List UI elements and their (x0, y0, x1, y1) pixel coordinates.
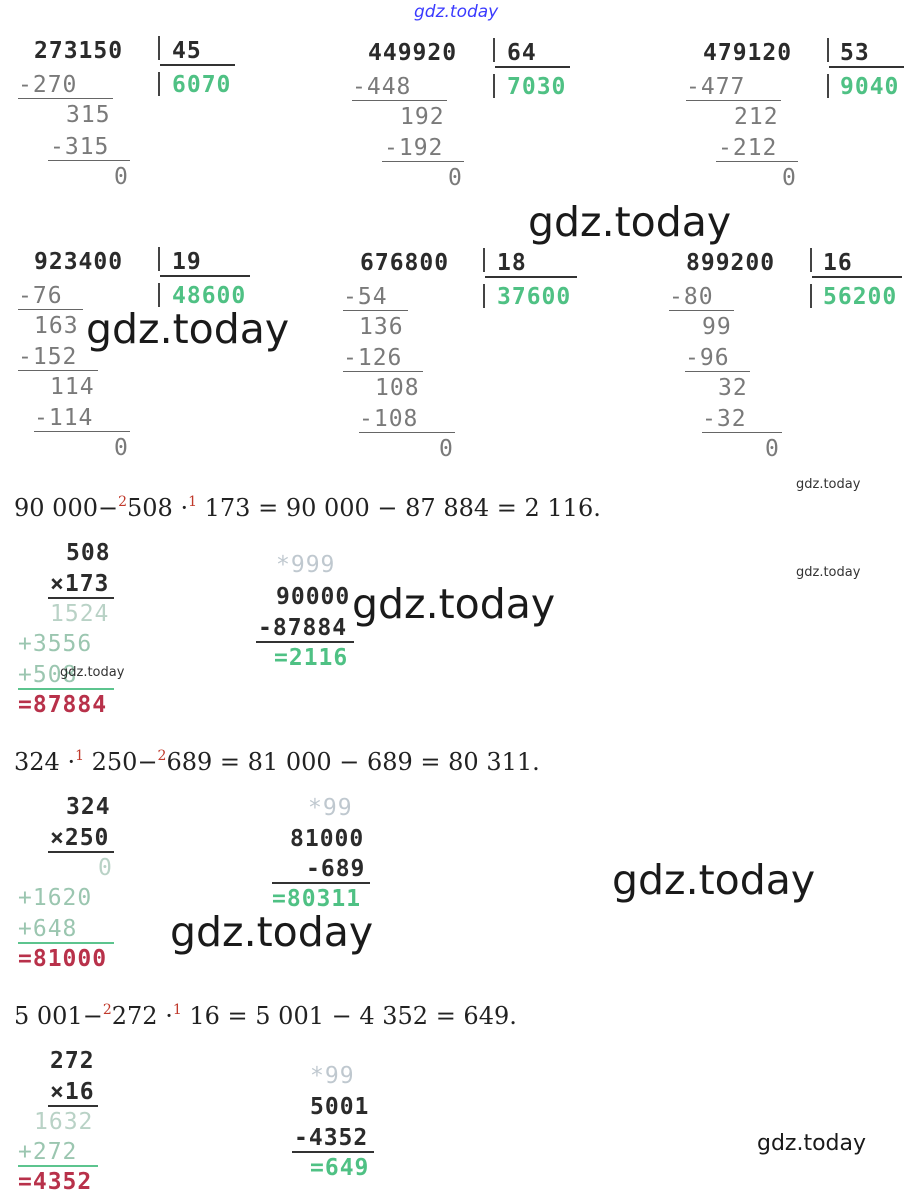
factor: ×173 (50, 571, 110, 597)
partial-product: +3556 (18, 631, 93, 657)
quotient-bar (158, 283, 160, 307)
divisor-underline (160, 64, 235, 66)
factor: 508 (66, 540, 111, 566)
subtrahend: -4352 (294, 1125, 369, 1151)
step: -270 (18, 72, 78, 98)
divisor: 16 (823, 250, 853, 276)
divisor-underline (160, 275, 250, 277)
step-line (18, 98, 113, 99)
watermark: gdz.today (170, 908, 374, 956)
mul-line (48, 597, 114, 599)
factor: ×16 (50, 1079, 95, 1105)
step: -108 (359, 406, 419, 432)
step: 99 (702, 314, 732, 340)
factor: ×250 (50, 825, 110, 851)
step: -54 (343, 284, 388, 310)
division-bar (158, 36, 160, 60)
division-bar (158, 247, 160, 271)
remainder: 0 (114, 164, 129, 190)
divisor-underline (495, 66, 570, 68)
mul-line (18, 688, 114, 690)
partial-product: 0 (98, 855, 113, 881)
mul-line (48, 851, 114, 853)
mul-line (48, 1105, 98, 1107)
difference: =80311 (272, 886, 362, 912)
step: -76 (18, 283, 63, 309)
step-line (48, 160, 130, 161)
partial-product: +1620 (18, 885, 93, 911)
watermark: gdz.today (612, 856, 816, 904)
remainder: 0 (448, 165, 463, 191)
step-line (343, 371, 423, 372)
step: -477 (686, 74, 746, 100)
division-bar (493, 38, 495, 62)
watermark: gdz.today (86, 305, 290, 353)
product: =4352 (18, 1169, 93, 1195)
sub-line (292, 1151, 374, 1153)
step: -96 (685, 345, 730, 371)
divisor: 19 (172, 249, 202, 275)
step: 108 (375, 375, 420, 401)
product: =81000 (18, 946, 108, 972)
dividend: 899200 (686, 250, 776, 276)
step: -114 (34, 405, 94, 431)
watermark: gdz.today (528, 198, 732, 246)
partial-product: +648 (18, 916, 78, 942)
watermark-small: gdz.today (796, 565, 861, 580)
subtrahend: -689 (306, 856, 366, 882)
borrow-marks: *99 (310, 1063, 355, 1089)
division-bar (827, 38, 829, 62)
step: 163 (34, 313, 79, 339)
step-line (716, 161, 798, 162)
step: 212 (734, 104, 779, 130)
remainder: 0 (114, 435, 129, 461)
division-bar (810, 248, 812, 272)
quotient-bar (158, 72, 160, 96)
step-line (382, 161, 464, 162)
borrow-marks: *99 (308, 795, 353, 821)
dividend: 449920 (368, 40, 458, 66)
equation-3: 5 001−$^2$272 ·$^1$ 16 = 5 001 − 4 352 = 649. (14, 1002, 517, 1030)
dividend: 923400 (34, 249, 124, 275)
divisor: 64 (507, 40, 537, 66)
step: 114 (50, 374, 95, 400)
minuend: 5001 (310, 1094, 370, 1120)
factor: 272 (50, 1048, 95, 1074)
step: -315 (50, 134, 110, 160)
partial-product: 1632 (34, 1109, 94, 1135)
remainder: 0 (765, 436, 780, 462)
watermark-small: gdz.today (796, 477, 861, 492)
remainder: 0 (782, 165, 797, 191)
step: -152 (18, 344, 78, 370)
remainder: 0 (439, 436, 454, 462)
quotient: 6070 (172, 72, 232, 98)
quotient-bar (493, 74, 495, 98)
sub-line (272, 882, 370, 884)
step: -32 (702, 406, 747, 432)
step: -126 (343, 345, 403, 371)
dividend: 479120 (703, 40, 793, 66)
factor: 324 (66, 794, 111, 820)
difference: =2116 (274, 645, 349, 671)
division-bar (483, 248, 485, 272)
step-line (18, 370, 98, 371)
step-line (702, 432, 782, 433)
sub-line (256, 641, 354, 643)
mul-line (18, 1165, 98, 1167)
product: =87884 (18, 692, 108, 718)
difference: =649 (310, 1155, 370, 1181)
dividend: 273150 (34, 38, 124, 64)
step: -192 (384, 135, 444, 161)
divisor-underline (485, 276, 577, 278)
step: -448 (352, 74, 412, 100)
step-line (669, 310, 734, 311)
quotient: 9040 (840, 74, 900, 100)
step: 315 (66, 102, 111, 128)
quotient-bar (827, 74, 829, 98)
mul-line (18, 942, 114, 944)
watermark: gdz.today (757, 1131, 867, 1156)
equation-1: 90 000−$^2$508 ·$^1$ 173 = 90 000 − 87 884 = 2 116. (14, 494, 601, 522)
divisor: 45 (172, 38, 202, 64)
watermark-top: gdz.today (414, 2, 499, 22)
watermark: gdz.today (352, 580, 556, 628)
step-line (359, 432, 455, 433)
step-line (34, 431, 130, 432)
partial-product: 1524 (50, 601, 110, 627)
quotient-bar (483, 284, 485, 308)
step-line (685, 371, 750, 372)
step: -212 (718, 135, 778, 161)
step: 136 (359, 314, 404, 340)
divisor: 18 (497, 250, 527, 276)
quotient: 37600 (497, 284, 572, 310)
step-line (18, 309, 83, 310)
quotient: 48600 (172, 283, 247, 309)
step-line (343, 310, 408, 311)
divisor: 53 (840, 40, 870, 66)
step-line (352, 100, 447, 101)
step: -80 (669, 284, 714, 310)
watermark-small: gdz.today (60, 665, 125, 680)
step-line (686, 100, 781, 101)
borrow-marks: *999 (276, 552, 336, 578)
quotient-bar (810, 284, 812, 308)
minuend: 90000 (276, 584, 351, 610)
divisor-underline (812, 276, 902, 278)
quotient: 7030 (507, 74, 567, 100)
step: 192 (400, 104, 445, 130)
quotient: 56200 (823, 284, 898, 310)
partial-product: +272 (18, 1139, 78, 1165)
subtrahend: -87884 (258, 615, 348, 641)
equation-2: 324 ·$^1$ 250−$^2$689 = 81 000 − 689 = 80 311. (14, 748, 540, 776)
partial-product: +508 (18, 662, 78, 688)
divisor-underline (829, 66, 904, 68)
dividend: 676800 (360, 250, 450, 276)
minuend: 81000 (290, 826, 365, 852)
step: 32 (718, 375, 748, 401)
